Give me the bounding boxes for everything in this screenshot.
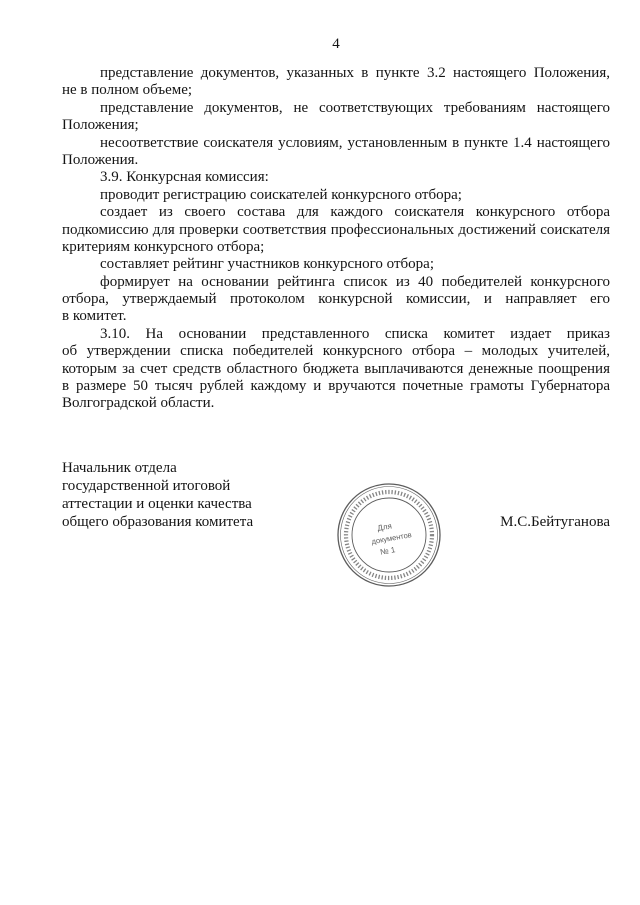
paragraph-line: об утверждении списка победителей конкурсного отбора – молодых учителей, <box>62 343 610 360</box>
signer-position-line: государственной итоговой <box>62 478 231 494</box>
paragraph-line: не в полном объеме; <box>62 82 193 99</box>
paragraph-line: Положения; <box>62 117 139 134</box>
signer-position <box>62 459 322 531</box>
stamp-text-line: документов <box>370 530 413 547</box>
page-number: 4 <box>332 36 340 52</box>
paragraph-line: подкомиссию для проверки соответствия профессиональных достижений соискателя <box>62 221 610 238</box>
paragraph <box>62 187 610 204</box>
paragraph-line: составляет рейтинг участников конкурсного отбора; <box>100 256 434 273</box>
paragraph-line: представление документов, не соответствующих требованиям настоящего <box>100 99 610 116</box>
paragraph-line: проводит регистрацию соискателей конкурсного отбора; <box>100 186 462 203</box>
paragraph-line: отбора, утверждаемый протоколом конкурсной комиссии, и направляет его <box>62 291 610 308</box>
paragraph-line: в размере 50 тысяч рублей каждому и вручаются почетные грамоты Губернатора <box>62 378 610 395</box>
signer-name: М.С.Бейтуганова <box>500 514 610 530</box>
paragraph-line: критериям конкурсного отбора; <box>62 238 265 255</box>
paragraph-line: создает из своего состава для каждого соискателя конкурсного отбора <box>100 204 610 221</box>
paragraph <box>62 274 610 326</box>
paragraph-line: 3.10. На основании представленного списка комитет издает приказ <box>100 325 610 342</box>
paragraph-line: Волгоградской области. <box>62 395 215 412</box>
signer-position-line: общего образования комитета <box>62 514 254 530</box>
paragraph-line: в комитет. <box>62 308 127 325</box>
paragraph-line: представление документов, указанных в пункте 3.2 настоящего Положения, <box>100 65 610 81</box>
paragraph-line: Положения. <box>62 151 139 168</box>
paragraph <box>62 326 610 413</box>
paragraph-line: несоответствие соискателя условиям, установленным в пункте 1.4 настоящего <box>100 134 610 151</box>
stamp-text-line: Для <box>376 521 393 533</box>
paragraph <box>62 65 610 100</box>
paragraph <box>62 100 610 135</box>
paragraph <box>62 135 610 170</box>
signer-position-line: Начальник отдела <box>62 460 177 476</box>
section-heading: 3.9. Конкурсная комиссия: <box>100 169 269 186</box>
signer-position-line: аттестации и оценки качества <box>62 496 252 512</box>
stamp-center-text <box>369 518 415 558</box>
official-stamp <box>336 482 442 588</box>
stamp-text-line: № 1 <box>379 545 397 557</box>
document-body <box>62 65 610 413</box>
paragraph <box>62 256 610 273</box>
paragraph-line: формирует на основании рейтинга список из 40 победителей конкурсного <box>100 273 610 290</box>
paragraph <box>62 204 610 256</box>
paragraph <box>62 169 610 186</box>
paragraph-line: которым за счет средств областного бюджета выплачиваются денежные поощрения <box>62 360 610 377</box>
